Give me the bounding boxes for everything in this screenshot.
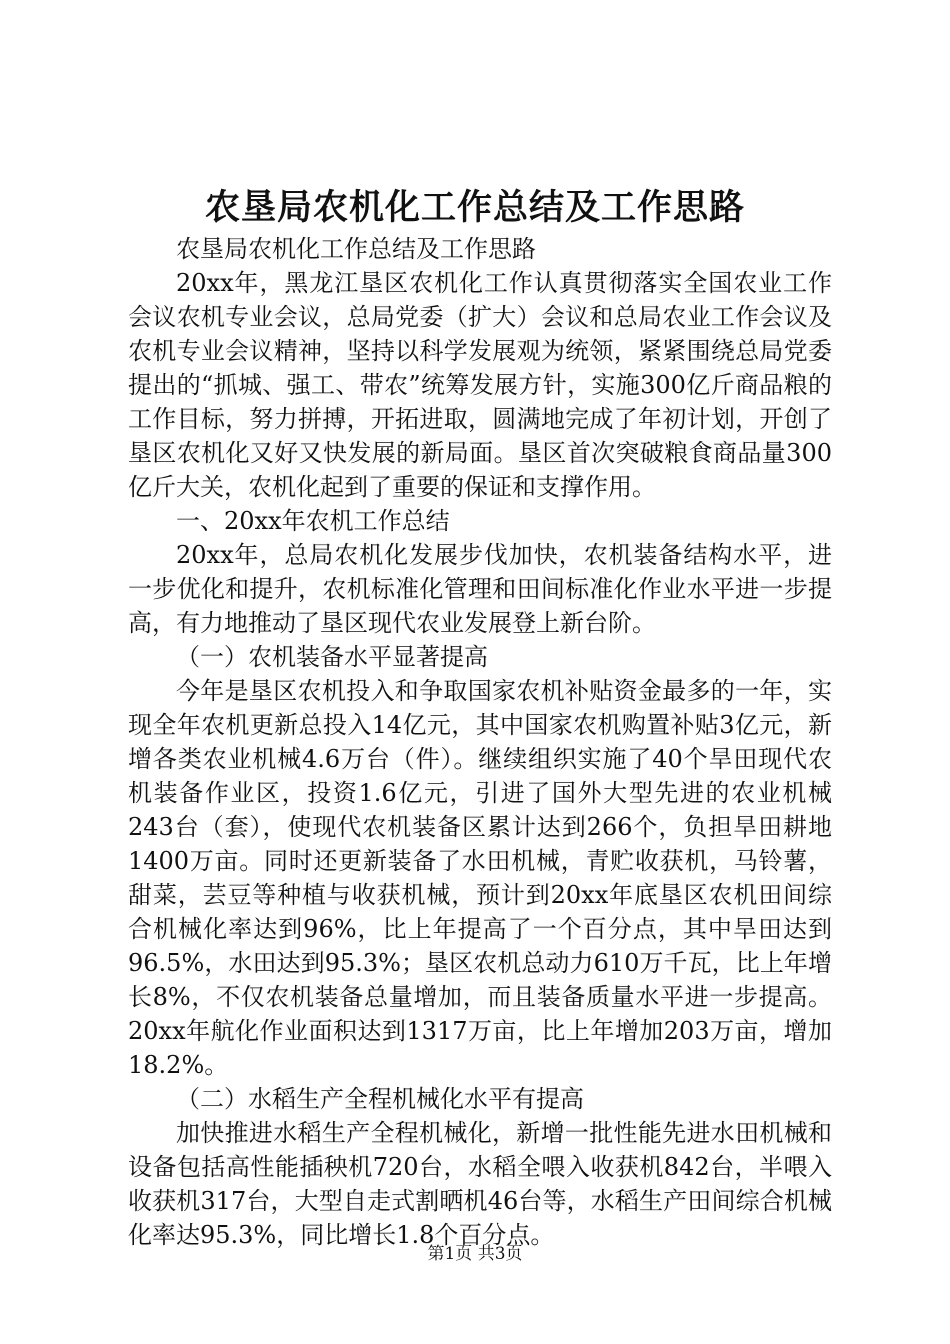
paragraph-intro: 20xx年，黑龙江垦区农机化工作认真贯彻落实全国农业工作会议农机专业会议，总局党委（扩大）会议和总局农业工作会议及农机专业会议精神，坚持以科学发展观为统领，紧紧围绕总局党委提出的“抓城、强工、带农”统筹发展方针，实施300亿斤商品粮的工作目标，努力拼搏，开拓进取，圆满地完成了年初计划，开创了垦区农机化又好又快发展的新局面。垦区首次突破粮食商品量300亿斤大关，农机化起到了重要的保证和支撑作用。	[128, 269, 832, 501]
document-body	[128, 232, 832, 1252]
paragraph-section-1: 20xx年，总局农机化发展步伐加快，农机装备结构水平，进一步优化和提升，农机标准化管理和田间标准化作业水平进一步提高，有力地推动了垦区现代农业发展登上新台阶。	[128, 541, 832, 637]
page-indicator: 第1页 共3页	[427, 1244, 523, 1264]
document-title: 农垦局农机化工作总结及工作思路	[204, 187, 745, 228]
paragraph-rice: 加快推进水稻生产全程机械化，新增一批性能先进水田机械和设备包括高性能插秧机720台，水稻全喂入收获机842台，半喂入收获机317台，大型自走式割晒机46台等，水稻生产田间综合机械化率达95.3%，同比增长1.8个百分点。	[128, 1119, 832, 1249]
paragraph-equipment: 今年是垦区农机投入和争取国家农机补贴资金最多的一年，实现全年农机更新总投入14亿元，其中国家农机购置补贴3亿元，新增各类农业机械4.6万台（件）。继续组织实施了40个旱田现代农机装备作业区，投资1.6亿元，引进了国外大型先进的农业机械243台（套），使现代农机装备区累计达到266个，负担旱田耕地1400万亩。同时还更新装备了水田机械，青贮收获机，马铃薯，甜菜，芸豆等种植与收获机械，预计到20xx年底垦区农机田间综合机械化率达到96%，比上年提高了一个百分点，其中旱田达到96.5%，水田达到95.3%；垦区农机总动力610万千瓦，比上年增长8%，不仅农机装备总量增加，而且装备质量水平进一步提高。20xx年航化作业面积达到1317万亩，比上年增加203万亩，增加18.2%。	[128, 677, 832, 1079]
subsection-heading-2: （二）水稻生产全程机械化水平有提高	[176, 1085, 584, 1113]
section-heading-1: 一、20xx年农机工作总结	[176, 507, 450, 535]
paragraph-subtitle: 农垦局农机化工作总结及工作思路	[176, 235, 536, 263]
subsection-heading-1: （一）农机装备水平显著提高	[176, 643, 488, 671]
